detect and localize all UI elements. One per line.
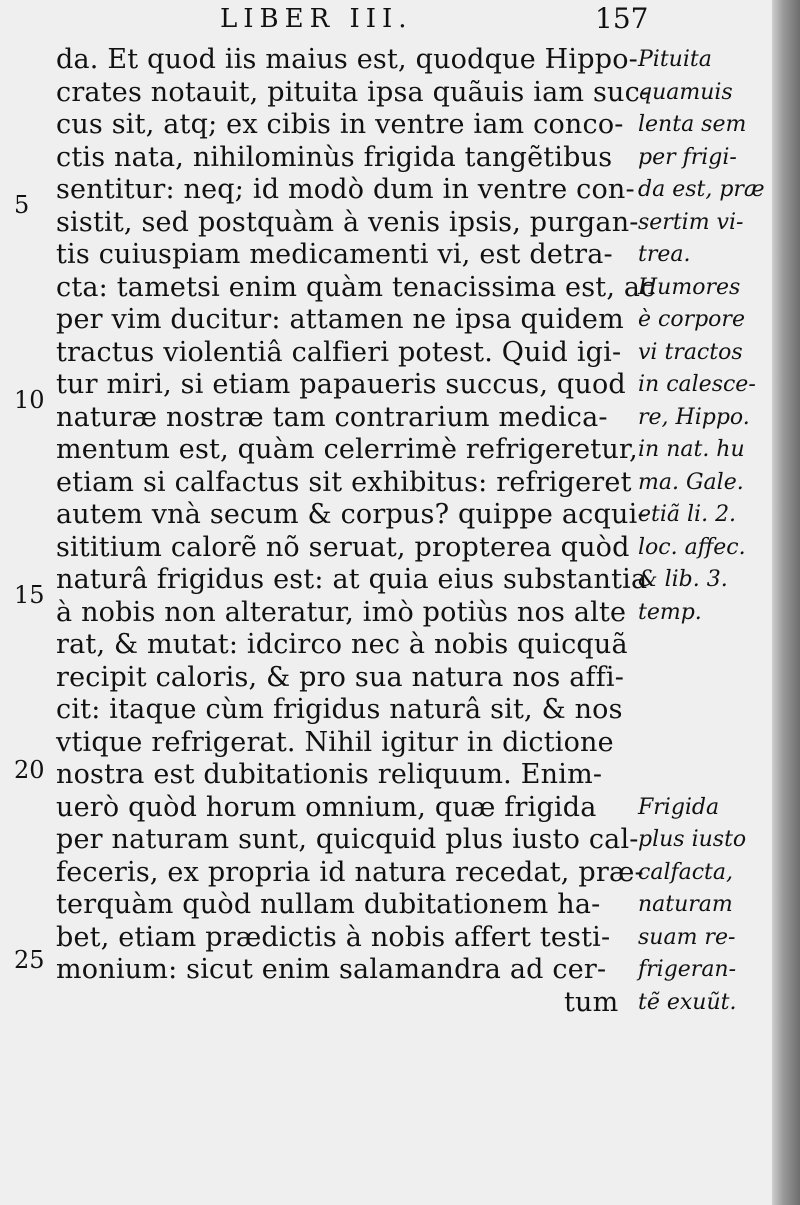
text-line: tis cuiuspiam medicamenti vi, est detra- — [56, 239, 613, 270]
text-line: etiam si calfactus sit exhibitus: refrigeret — [56, 466, 632, 498]
text-line: bet, etiam prædictis à nobis affert testi- — [56, 921, 611, 953]
text-line: per naturam sunt, quicquid plus iusto cal- — [56, 824, 639, 855]
margin-note-line — [638, 727, 768, 760]
text-line: ctis nata, nihilominùs frigida tangẽtibus — [56, 141, 613, 173]
margin-note-line: quamuis — [638, 79, 733, 105]
margin-note-line: per frigi- — [638, 144, 737, 170]
text-line: à nobis non alteratur, imò potiùs nos alte — [56, 596, 627, 628]
margin-note-line — [638, 694, 768, 727]
margin-note-line: frigeran- — [638, 957, 737, 982]
margin-note-line: naturam — [638, 892, 733, 917]
text-line: cta: tametsi enim quàm tenacissima est, ac — [56, 271, 656, 303]
margin-note-line: Humores — [638, 274, 741, 300]
line-number: 20 — [14, 756, 45, 784]
margin-note-line: tẽ exuũt. — [638, 989, 737, 1015]
margin-note-line: sertim vi- — [638, 209, 744, 235]
margin-note-line: plus iusto — [638, 827, 747, 852]
text-line: naturæ nostræ tam contrarium medica- — [56, 401, 608, 433]
page-header — [0, 2, 800, 42]
text-line: nostra est dubitationis reliquum. Enim- — [56, 759, 603, 790]
margin-note-line: etiã li. 2. — [638, 502, 737, 527]
margin-note-line: in calesce- — [638, 372, 756, 397]
text-line: cus sit, atq; ex cibis in ventre iam conco- — [56, 109, 624, 140]
margin-note-line: in nat. hu — [638, 437, 745, 462]
text-line: feceris, ex propria id natura recedat, præ- — [56, 856, 644, 888]
text-line: uerò quòd horum omnium, quæ frigida — [56, 791, 597, 823]
text-line: sistit, sed postquàm à venis ipsis, purgan- — [56, 206, 639, 238]
marginal-notes — [638, 44, 768, 1019]
page-edge — [772, 0, 800, 1205]
line-number: 15 — [14, 581, 45, 609]
text-line: monium: sicut enim salamandra ad cer- — [56, 954, 607, 985]
line-number: 10 — [14, 386, 45, 414]
margin-note-line: lenta sem — [638, 112, 747, 137]
text-line: cit: itaque cùm frigidus naturâ sit, & nos — [56, 694, 623, 725]
margin-note-line: temp. — [638, 599, 702, 625]
margin-note-line — [638, 629, 768, 662]
text-line: crates notauit, pituita ipsa quãuis iam suc- — [56, 76, 650, 108]
margin-note-line: loc. affec. — [638, 534, 746, 560]
text-line: tractus violentiâ calfieri potest. Quid igi- — [56, 336, 622, 368]
text-line: autem vnà secum & corpus? quippe acqui- — [56, 499, 647, 530]
margin-note-line: re, Hippo. — [638, 404, 750, 430]
text-line: mentum est, quàm celerrimè refrigeretur, — [56, 434, 638, 465]
running-head: LIBER III. — [220, 4, 413, 34]
text-line: vtique refrigerat. Nihil igitur in dictione — [56, 726, 614, 758]
margin-note-line: Frigida — [638, 794, 720, 820]
margin-note-line: suam re- — [638, 924, 736, 950]
margin-note-line: è corpore — [638, 307, 745, 332]
margin-note-line: calfacta, — [638, 859, 734, 885]
line-number: 25 — [14, 946, 45, 974]
text-line: naturâ frigidus est: at quia eius substantia — [56, 564, 648, 595]
text-line: recipit caloris, & pro sua natura nos affi- — [56, 661, 625, 693]
margin-note-line: ma. Gale. — [638, 469, 744, 495]
text-line: rat, & mutat: idcirco nec à nobis quicquã — [56, 629, 628, 660]
margin-note-line: vi tractos — [638, 339, 743, 365]
page-number: 157 — [595, 2, 649, 35]
main-text-column — [56, 44, 656, 1019]
margin-note-line: & lib. 3. — [638, 567, 728, 592]
catchword: tum — [564, 986, 619, 1018]
margin-note-line — [638, 662, 768, 695]
margin-note-line: Pituita — [638, 47, 712, 72]
text-line: terquàm quòd nullam dubitationem ha- — [56, 889, 601, 920]
text-line: sentitur: neq; id modò dum in ventre con- — [56, 174, 635, 205]
margin-note-line: da est, præ — [638, 177, 765, 202]
line-number: 5 — [14, 191, 30, 219]
text-line: tur miri, si etiam papaueris succus, quod — [56, 369, 626, 400]
margin-note-line: trea. — [638, 242, 691, 267]
text-line: da. Et quod iis maius est, quodque Hippo- — [56, 44, 638, 75]
margin-note-line — [638, 759, 768, 792]
text-line: sititium calorẽ nõ seruat, propterea quòd — [56, 531, 630, 563]
text-line: per vim ducitur: attamen ne ipsa quidem — [56, 304, 624, 335]
